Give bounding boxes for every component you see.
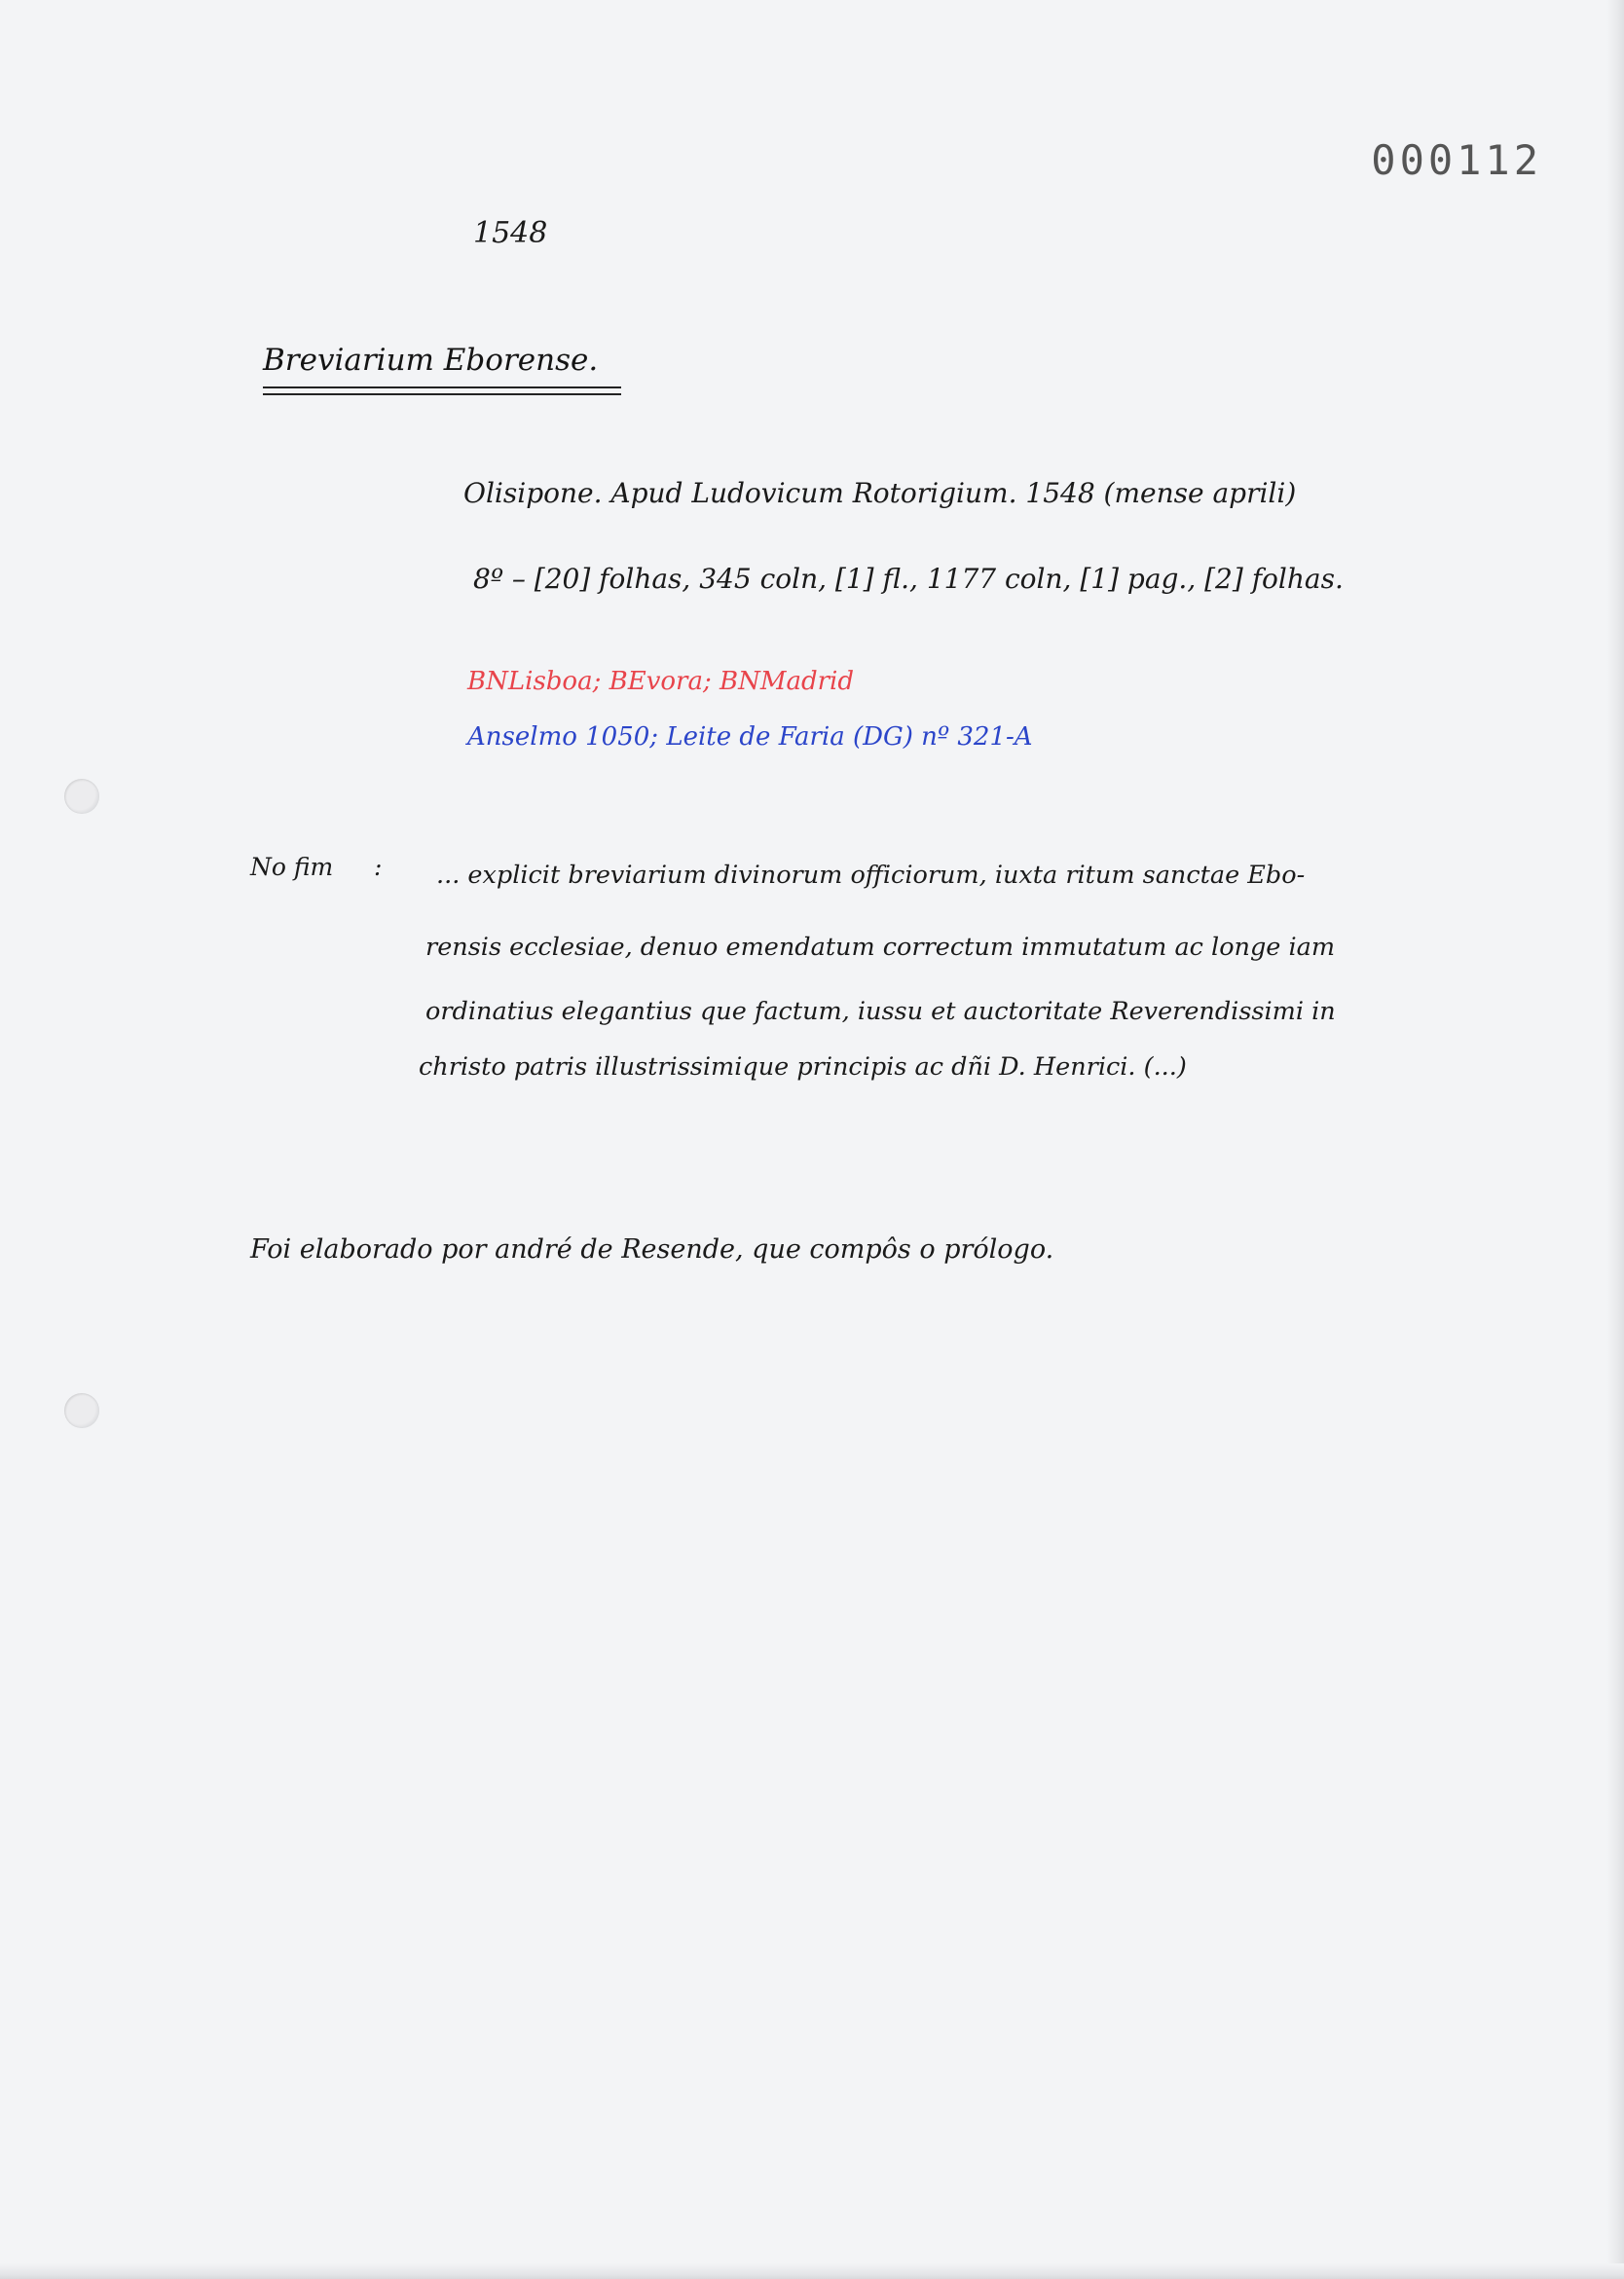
colophon-text-line: rensis ecclesiae, denuo emendatum correctum immutatum ac longe iam [425,933,1336,962]
reference-number: 000112 [1371,136,1542,184]
colophon-text-line: ordinatius elegantius que factum, iussu et auctoritate Reverendissimi in [425,997,1336,1026]
paper-edge-bottom [0,2263,1624,2279]
punch-hole-icon [64,779,99,814]
colophon-separator: : [374,853,383,881]
colophon-text-line: christo patris illustrissimique principis ac dñi D. Henrici. (...) [419,1052,1187,1082]
publication-year: 1548 [473,216,548,250]
punch-hole-icon [64,1393,99,1428]
colophon-label: No fim [250,853,334,881]
authorship-note: Foi elaborado por andré de Resende, que compôs o prólogo. [250,1234,1054,1265]
collation-line: 8º – [20] folhas, 345 coln, [1] fl., 1177 coln, [1] pag., [2] folhas. [473,563,1344,595]
paper-edge-right [1606,0,1624,2279]
imprint-line: Olisipone. Apud Ludovicum Rotorigium. 1548 (mense aprili) [463,477,1297,509]
colophon-text-line: ... explicit breviarium divinorum officiorum, iuxta ritum sanctae Ebo- [436,861,1306,890]
library-holdings: BNLisboa; BEvora; BNMadrid [467,667,854,696]
bibliographic-references: Anselmo 1050; Leite de Faria (DG) nº 321-A [467,722,1033,752]
title-double-underline [263,386,621,395]
book-title: Breviarium Eborense. [263,343,599,378]
